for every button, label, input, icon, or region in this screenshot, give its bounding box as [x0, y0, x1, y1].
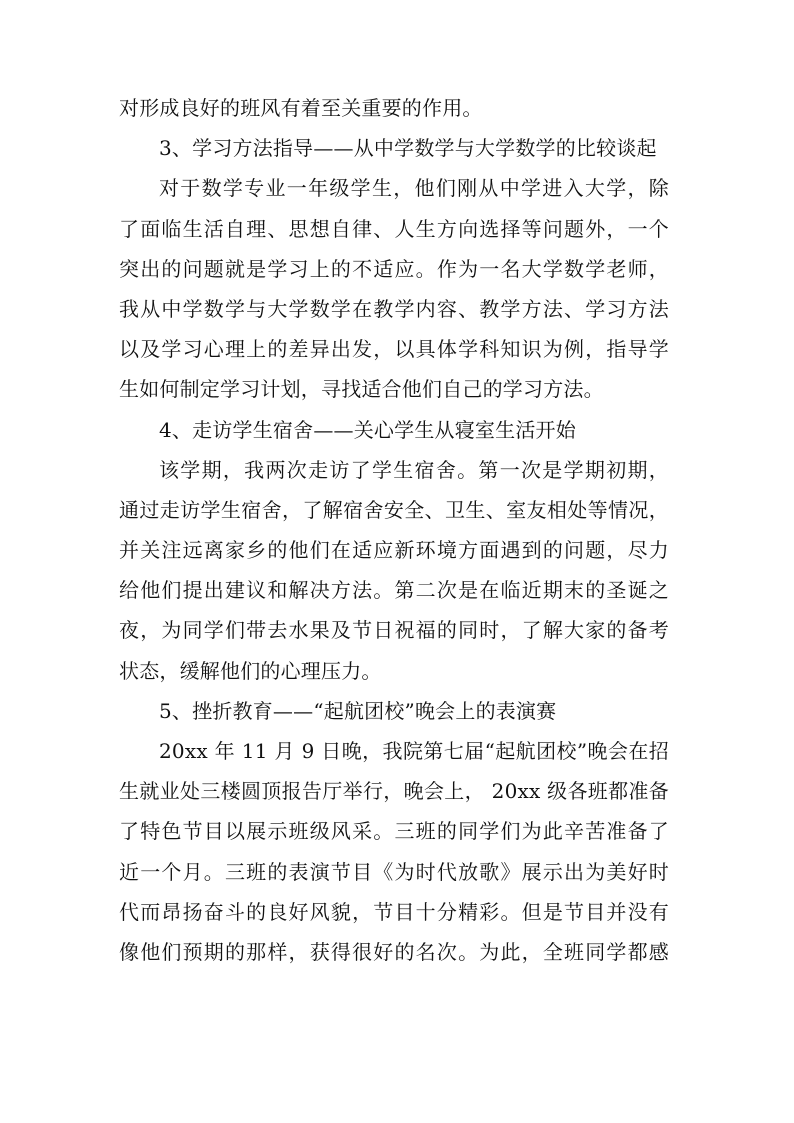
paragraph-line: 给他们提出建议和解决方法。第二次是在临近期末的圣诞之: [119, 578, 669, 603]
paragraph-line: 通过走访学生宿舍，了解宿舍安全、卫生、室友相处等情况，: [119, 497, 669, 522]
paragraph-line: 了特色节目以展示班级风采。三班的同学们为此辛苦准备了: [119, 819, 669, 844]
paragraph-line: 对于数学专业一年级学生，他们刚从中学进入大学，除: [159, 176, 669, 201]
paragraph-line: 代而昂扬奋斗的良好风貌，节目十分精彩。但是节目并没有: [119, 899, 669, 924]
paragraph-line: 像他们预期的那样，获得很好的名次。为此，全班同学都感: [119, 939, 669, 964]
paragraph-line: 状态，缓解他们的心理压力。: [119, 658, 382, 683]
section-heading-5: 5、挫折教育——“起航团校”晚会上的表演赛: [159, 698, 557, 723]
paragraph-line: 突出的问题就是学习上的不适应。作为一名大学数学老师，: [119, 256, 669, 281]
paragraph-line: 近一个月。三班的表演节目《为时代放歌》展示出为美好时: [119, 859, 669, 884]
document-body: [119, 88, 669, 972]
paragraph-line: 以及学习心理上的差异出发，以具体学科知识为例，指导学: [119, 337, 669, 362]
paragraph-line: 生如何制定学习计划，寻找适合他们自己的学习方法。: [119, 377, 604, 402]
paragraph-line: 20xx 年 11 月 9 日晚，我院第七届“起航团校”晚会在招: [159, 739, 669, 763]
section-heading-4: 4、走访学生宿舍——关心学生从寝室生活开始: [159, 417, 576, 442]
paragraph-line: 我从中学数学与大学数学在教学内容、教学方法、学习方法: [119, 296, 669, 321]
section-heading-3: 3、学习方法指导——从中学数学与大学数学的比较谈起: [159, 136, 657, 161]
paragraph-line: 该学期，我两次走访了学生宿舍。第一次是学期初期，: [159, 457, 669, 482]
paragraph-line: 并关注远离家乡的他们在适应新环境方面遇到的问题，尽力: [119, 538, 669, 563]
paragraph-line: 了面临生活自理、思想自律、人生方向选择等问题外，一个: [119, 216, 669, 241]
paragraph-line: 夜，为同学们带去水果及节日祝福的同时，了解大家的备考: [119, 618, 669, 643]
paragraph-line: 生就业处三楼圆顶报告厅举行，晚会上， 20xx 级各班都准备: [119, 779, 669, 804]
paragraph-line: 对形成良好的班风有着至关重要的作用。: [119, 96, 483, 120]
